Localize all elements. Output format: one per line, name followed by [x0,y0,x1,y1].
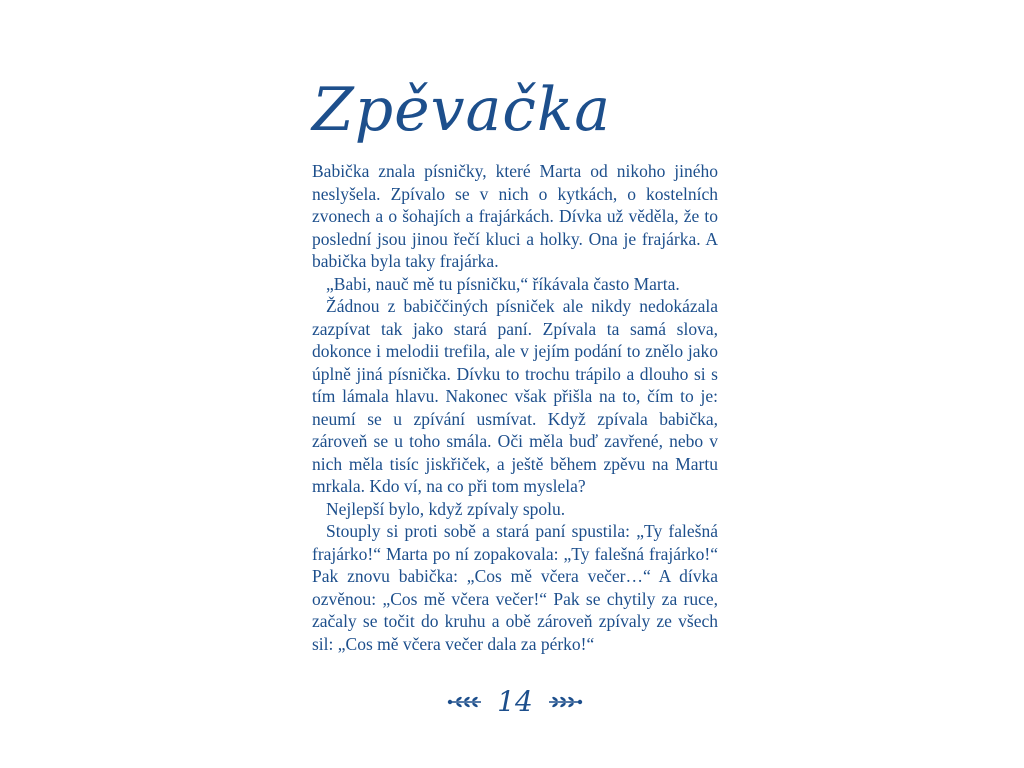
leaf-sprig-icon [547,695,583,709]
paragraph: Stouply si proti sobě a stará paní spustila: „Ty falešná frajárko!“ Marta po ní zopakovala: „Ty falešná frajárko!“ Pak znovu babička: „Cos mě včera večer…“ A dívka ozvěnou: „Cos mě včera večer!“ Pak se chytily za ruce, začaly se točit do kruhu a obě zároveň zpívaly ze všech sil: „Cos mě včera večer dala za pérko!“ [312,521,718,654]
leaf-sprig-icon [447,695,483,709]
chapter-title: Zpěvačka [312,75,612,145]
paragraph: „Babi, nauč mě tu písničku,“ říkávala často Marta. [326,273,680,294]
page-number: 14 [497,685,533,718]
chapter-body [312,160,718,655]
paragraph: Žádnou z babiččiných písniček ale nikdy nedokázala zazpívat tak jako stará paní. Zpívala ta samá slova, dokonce i melodii trefila, ale v jejím podání to znělo jako úplně jiná písnička. Dívku to trochu trápilo a dlouho si s tím lámala hlavu. Nakonec však přišla na to, čím to je: neumí se u zpívání usmívat. Když zpívala babička, zároveň se u toho smála. Oči měla buď zavřené, nebo v nich měla tisíc jiskřiček, a ještě během zpěvu na Martu mrkala. Kdo ví, na co při tom myslela? [312,296,718,496]
page-footer [312,684,718,720]
paragraph: Babička znala písničky, které Marta od nikoho jiného neslyšela. Zpívalo se v nich o kytkách, o kostelních zvonech a o šohajích a frajárkách. Dívka už věděla, že to poslední jsou jinou řečí kluci a holky. Ona je frajárka. A babička byla taky frajárka. [312,161,718,271]
paragraph: Nejlepší bylo, když zpívaly spolu. [326,498,566,519]
